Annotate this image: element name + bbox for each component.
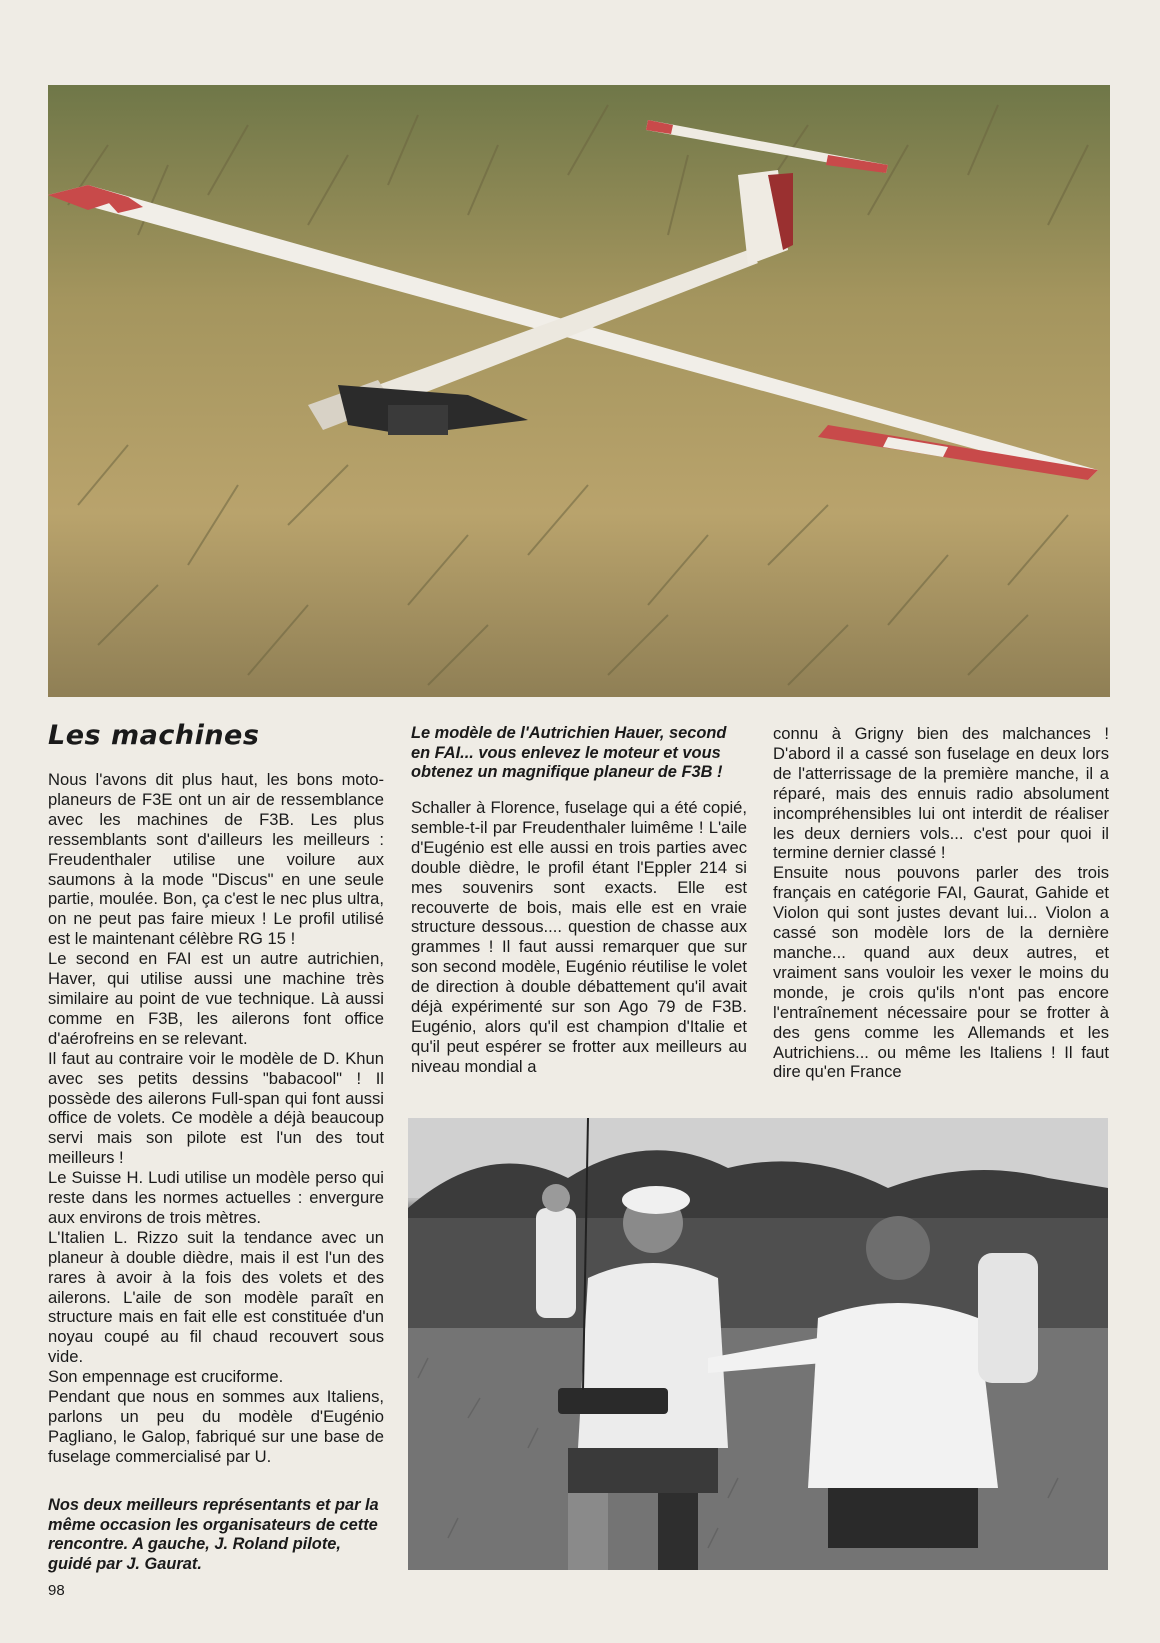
paragraph: connu à Grigny bien des malchances ! D'abord il a cassé son fuselage en deux lors de l'atterrissage de la première manche, il a réparé, mais des ennuis radio absolument incompréhensibles lui ont interdit de réaliser les deux derniers vols... c'est pour quoi il termine dernier classé ! [773, 724, 1109, 863]
glider-photo [48, 85, 1110, 697]
paragraph: Nous l'avons dit plus haut, les bons moto-planeurs de F3E ont un air de ressemblance avec les machines de F3B. Les plus ressemblants sont d'ailleurs les meilleurs : Freudenthaler utilise une voilure aux saumons à la mode "Discus" en une seule partie, moulée. Bon, ça c'est le nec plus ultra, on ne peut pas faire mieux ! Le profil utilisé est le maintenant célèbre RG 15 ! [48, 770, 384, 949]
paragraph: Son empennage est cruciforme. [48, 1367, 284, 1387]
paragraph: Pendant que nous en sommes aux Italiens, parlons un peu du modèle d'Eugénio Pagliano, le Galop, fabriqué sur une base de fuselage commercialisé par U. [48, 1387, 384, 1466]
section-heading: Les machines [48, 720, 260, 751]
paragraph: Schaller à Florence, fuselage qui a été copié, semble-t-il par Freudenthaler luimême ! L'aile d'Eugénio est elle aussi en trois parties avec double dièdre, le profil étant l'Eppler 214 si mes souvenirs sont exacts. Elle est recouverte de bois, mais elle est en vraie structure dessous.... question de chasse aux grammes ! Il faut aussi remarquer que sur son second modèle, Eugénio réutilise le volet de direction à double débattement qu'il avait déjà expérimenté sur son Ago 79 de F3B. Eugénio, alors qu'il est champion d'Italie et qu'il peut espérer se frotter aux meilleurs au niveau mondial a [411, 798, 747, 1076]
article-column-1 [48, 770, 384, 1467]
paragraph: Il faut au contraire voir le modèle de D. Khun avec ses petits dessins "babacool" ! Il possède des ailerons Full-span qui font aussi office de volets. Ce modèle a déjà beaucoup servi mais son pilote est l'un des tout meilleurs ! [48, 1048, 384, 1168]
paragraph: Le Suisse H. Ludi utilise un modèle perso qui reste dans les normes actuelles : envergure aux environs de trois mètres. [48, 1168, 384, 1227]
pilots-illustration [408, 1118, 1108, 1570]
paragraph: L'Italien L. Rizzo suit la tendance avec un planeur à double dièdre, mais il est l'un des rares à avoir à la fois des volets et des ailerons. L'aile de son modèle paraît en structure mais en fait elle est constituée d'un noyau coupé au fil chaud recouvert sous vide. [48, 1227, 384, 1367]
article-column-2 [411, 798, 747, 1077]
caption-bottom-photo: Nos deux meilleurs représentants et par la même occasion les organisateurs de cette rencontre. A gauche, J. Roland pilote, guidé par J. Gaurat. [48, 1496, 379, 1573]
article-column-3 [773, 724, 1109, 1082]
caption-top-photo: Le modèle de l'Autrichien Hauer, second en FAI... vous enlevez le moteur et vous obtenez un magnifique planeur de F3B ! [411, 724, 727, 781]
paragraph: Le second en FAI est un autre autrichien, Haver, qui utilise aussi une machine très similaire au point de vue technique. Là aussi comme en F3B, les ailerons font office d'aérofreins en se relevant. [48, 949, 384, 1048]
paragraph: Ensuite nous pouvons parler des trois français en catégorie FAI, Gaurat, Gahide et Violon qui sont justes devant lui... Violon a cassé son modèle lors de la dernière manche... quand aux deux autres, et vraiment sans vouloir les vexer le moins du monde, je crois qu'ils n'ont pas encore l'entraînement nécessaire pour se frotter à des gens comme les Allemands et les Autrichiens... ou même les Italiens ! Il faut dire qu'en France [773, 863, 1109, 1082]
page-number: 98 [48, 1582, 65, 1599]
glider-illustration [48, 85, 1110, 697]
pilots-photo [408, 1118, 1108, 1570]
